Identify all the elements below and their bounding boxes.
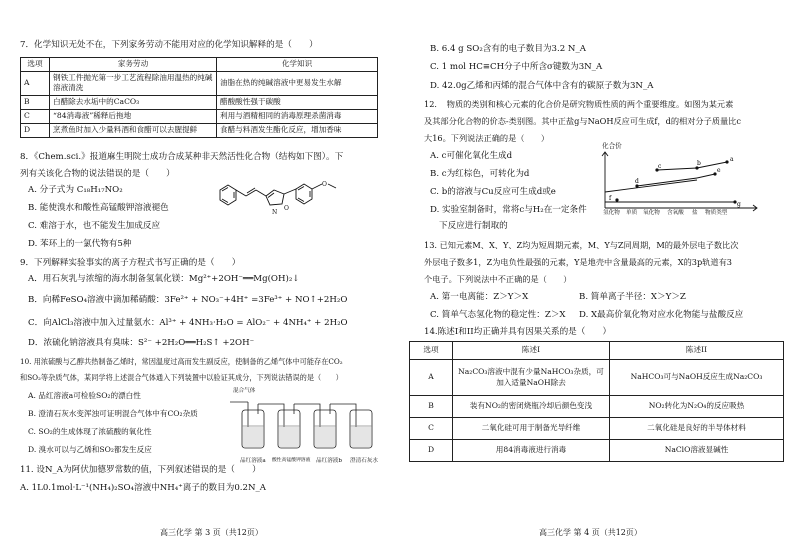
q7-cell: 醋酸酸性强于碳酸 xyxy=(217,95,378,109)
q7-cell: A xyxy=(21,72,50,96)
q8-option-c: C. 难溶于水，也不能发生加成反应 xyxy=(28,221,161,231)
q13-line-1: 13. 已知元素M、X、Y、Z均为短周期元素，M、Y与Z同周期，M的最外层电子数比次 xyxy=(424,240,739,250)
q12-line-3: 大16。下列说法正确的是（ ） xyxy=(424,133,550,143)
page-3-footer: 高三化学 第 3 页（共12页） xyxy=(160,528,263,537)
apparatus-label-3: 品红溶液b xyxy=(316,458,342,464)
q12-option-b: B. c为红棕色，可转化为d xyxy=(430,169,530,179)
q12-option-a: A. c可催化氧化生成d xyxy=(430,151,513,161)
graph-point-b: b xyxy=(697,160,701,167)
q14-cell: 装有NO₂的密闭烧瓶冷却后颜色变浅 xyxy=(453,396,610,418)
q14-cell: 用84消毒液进行消毒 xyxy=(453,440,610,462)
q9-option-c: C．向AlCl₃溶液中加入过量氨水：Al³⁺ + 4NH₃·H₂O = AlO₂⁻ + 4NH₄⁺ + 2H₂O xyxy=(28,318,348,328)
q14-cell: NaClO溶液显碱性 xyxy=(610,440,784,462)
q10-option-d: D. 溴水可以与乙烯和SO₂都发生反应 xyxy=(28,445,152,454)
q13-option-b: B. 简单离子半径：X＞Y＞Z xyxy=(579,292,686,302)
q7-cell: 白醋除去水垢中的CaCO₃ xyxy=(50,95,217,109)
q14-stem: 14.陈述I和II均正确并具有因果关系的是（ ） xyxy=(424,327,612,337)
q14-cell: C xyxy=(410,418,453,440)
q14-cell: D xyxy=(410,440,453,462)
graph-xlabel-1: 氢化物 xyxy=(603,210,620,216)
apparatus-label-4: 澄清石灰水 xyxy=(350,458,378,464)
graph-point-c: c xyxy=(658,163,662,170)
q7-cell: D xyxy=(21,123,50,137)
q11-option-d: D. 42.0g乙烯和丙烯的混合气体中含有的碳原子数为3N_A xyxy=(430,81,654,91)
q8-molecule-structure xyxy=(212,170,380,226)
q10-option-b: B. 澄清石灰水变浑浊可证明混合气体中有CO₂杂质 xyxy=(28,409,198,418)
graph-point-f: f xyxy=(609,195,612,202)
graph-point-e: e xyxy=(717,167,721,174)
q7-cell: “84消毒液”稀释后拖地 xyxy=(50,109,217,123)
q7-header-chore: 家务劳动 xyxy=(50,58,217,72)
q8-option-d: D. 苯环上的一氯代物有5种 xyxy=(28,239,132,249)
svg-text:O: O xyxy=(322,181,327,188)
q12-option-d-2: 下反应进行制取的 xyxy=(439,221,508,231)
q7-cell: 油脂在热的纯碱溶液中更易发生水解 xyxy=(217,72,378,96)
q14-table xyxy=(409,341,784,462)
q14-cell: 二氧化硅可用于制备光导纤维 xyxy=(453,418,610,440)
q10-stem-1: 10. 用浓硫酸与乙醇共热制备乙烯时，常因温度过高而发生副反应，使制备的乙烯气体中可能存在CO₂ xyxy=(20,357,343,366)
graph-ylabel: 化合价 xyxy=(602,142,622,150)
q14-cell: NaHCO₃可与NaOH反应生成Na₂CO₃ xyxy=(610,360,784,396)
q13-option-a: A. 第一电离能：Z＞Y＞X xyxy=(430,292,529,302)
q13-line-2: 外层电子数多1，Z为电负性最强的元素，Y是地壳中含量最高的元素，X的3p轨道有3 xyxy=(424,257,732,267)
q10-apparatus xyxy=(228,394,388,458)
q7-stem: 7．化学知识无处不在，下列家务劳动不能用对应的化学知识解释的是（ ） xyxy=(20,40,318,50)
q11-option-a: A. 1L0.1mol·L⁻¹(NH₄)₂SO₄溶液中NH₄⁺离子的数目为0.2N_A xyxy=(20,483,267,493)
q10-option-a: A. 品红溶液a可检验SO₂的漂白性 xyxy=(28,391,141,400)
q8-option-b: B. 能使溴水和酸性高锰酸钾溶液褪色 xyxy=(28,203,169,213)
q12-line-1: 12． 物质的类别和核心元素的化合价是研究物质性质的两个重要维度。如图为某元素 xyxy=(424,99,734,109)
q7-cell: C xyxy=(21,109,50,123)
q14-cell: B xyxy=(410,396,453,418)
q14-cell: NO₂转化为N₂O₄的反应吸热 xyxy=(610,396,784,418)
graph-xlabel-2: 单质 xyxy=(626,210,638,216)
q14-cell: A xyxy=(410,360,453,396)
q9-stem: 9．下列解释实验事实的离子方程式书写正确的是（ ） xyxy=(20,258,241,268)
q12-graph xyxy=(597,150,787,218)
graph-xlabel-4: 含氧酸 xyxy=(667,210,684,216)
graph-xlabel-6: 物质类型 xyxy=(705,210,728,216)
q14-header-statement-2: 陈述II xyxy=(610,342,784,360)
q11-option-c: C. 1 mol HC≡CH分子中所含σ键数为3N_A xyxy=(430,62,603,72)
q8-stem-1: 8．《Chem.sci.》报道麻生明院士成功合成某种非天然活性化合物（结构如下图）。下 xyxy=(20,152,344,162)
q13-option-d: D. X最高价氧化物对应水化物能与盐酸反应 xyxy=(579,310,744,320)
q7-header-option: 选项 xyxy=(21,58,50,72)
q7-cell: 利用与酒精相同的消毒原理杀菌消毒 xyxy=(217,109,378,123)
q10-stem-2: 和SO₂等杂质气体，某同学将上述混合气体通入下列装置中以验证其成分，下列说法错误的是（ ） xyxy=(20,373,343,382)
q12-option-c: C. b的溶液与Cu反应可生成d或e xyxy=(430,187,556,197)
graph-point-g: g xyxy=(737,201,741,208)
apparatus-label-1: 品红溶液a xyxy=(240,458,266,464)
apparatus-title: 混合气体 xyxy=(233,388,256,394)
q8-option-a: A. 分子式为 C₁₈H₁₇NO₂ xyxy=(28,185,123,195)
page-4 xyxy=(397,0,794,550)
q13-option-c: C. 简单气态氢化物的稳定性：Z＞X xyxy=(430,310,566,320)
graph-xlabel-3: 氧化物 xyxy=(643,210,660,216)
q8-stem-2: 列有关该化合物的说法错误的是（ ） xyxy=(20,169,175,179)
graph-xlabel-5: 盐 xyxy=(692,210,698,216)
graph-point-a: a xyxy=(730,156,734,163)
q11-stem: 11. 设N_A为阿伏加德罗常数的值，下列叙述错误的是（ ） xyxy=(20,465,261,475)
q14-cell: 二氧化硅是良好的半导体材料 xyxy=(610,418,784,440)
q10-option-c: C. SO₂的生成体现了浓硫酸的氧化性 xyxy=(28,427,152,436)
apparatus-label-2: 酸性高锰酸钾溶液 xyxy=(272,458,311,463)
q7-table xyxy=(20,57,378,138)
q7-cell: 食醋与料酒发生酯化反应，增加香味 xyxy=(217,123,378,137)
q7-cell: B xyxy=(21,95,50,109)
svg-text:N: N xyxy=(272,209,278,216)
graph-point-d: d xyxy=(635,178,639,185)
q13-line-3: 个电子。下列说法中不正确的是（ ） xyxy=(424,274,572,284)
page-4-footer: 高三化学 第 4 页（共12页） xyxy=(539,528,642,537)
q14-header-option: 选项 xyxy=(410,342,453,360)
q7-header-knowledge: 化学知识 xyxy=(217,58,378,72)
svg-text:O: O xyxy=(284,205,289,212)
q11-option-b: B. 6.4 g SO₂含有的电子数目为3.2 N_A xyxy=(430,44,586,54)
q7-cell: 钢铁工件抛光第一步工艺流程除油用温热的纯碱溶液清洗 xyxy=(50,72,217,96)
q9-option-b: B．向稀FeSO₄溶液中滴加稀硝酸：3Fe²⁺ + NO₃⁻+4H⁺ =3Fe³⁺ + NO↑+2H₂O xyxy=(28,295,348,305)
q12-option-d-1: D. 实验室制备时，常将c与H₂在一定条件 xyxy=(430,205,587,215)
q14-cell: Na₂CO₃溶液中混有少量NaHCO₃杂质，可加入适量NaOH除去 xyxy=(453,360,610,396)
q12-line-2: 及其部分化合物的价态-类别图。其中正盐g与NaOH反应可生成f，d的相对分子质量比c xyxy=(424,116,741,126)
q9-option-d: D．浓硫化钠溶液具有臭味：S²⁻ +2H₂O══H₂S↑ +2OH⁻ xyxy=(28,338,255,348)
q7-cell: 烹煮鱼时加入少量料酒和食醋可以去腥提鲜 xyxy=(50,123,217,137)
q14-header-statement-1: 陈述I xyxy=(453,342,610,360)
q9-option-a: A．用石灰乳与浓缩的海水制备氢氧化镁：Mg²⁺+2OH⁻══Mg(OH)₂↓ xyxy=(28,274,300,284)
